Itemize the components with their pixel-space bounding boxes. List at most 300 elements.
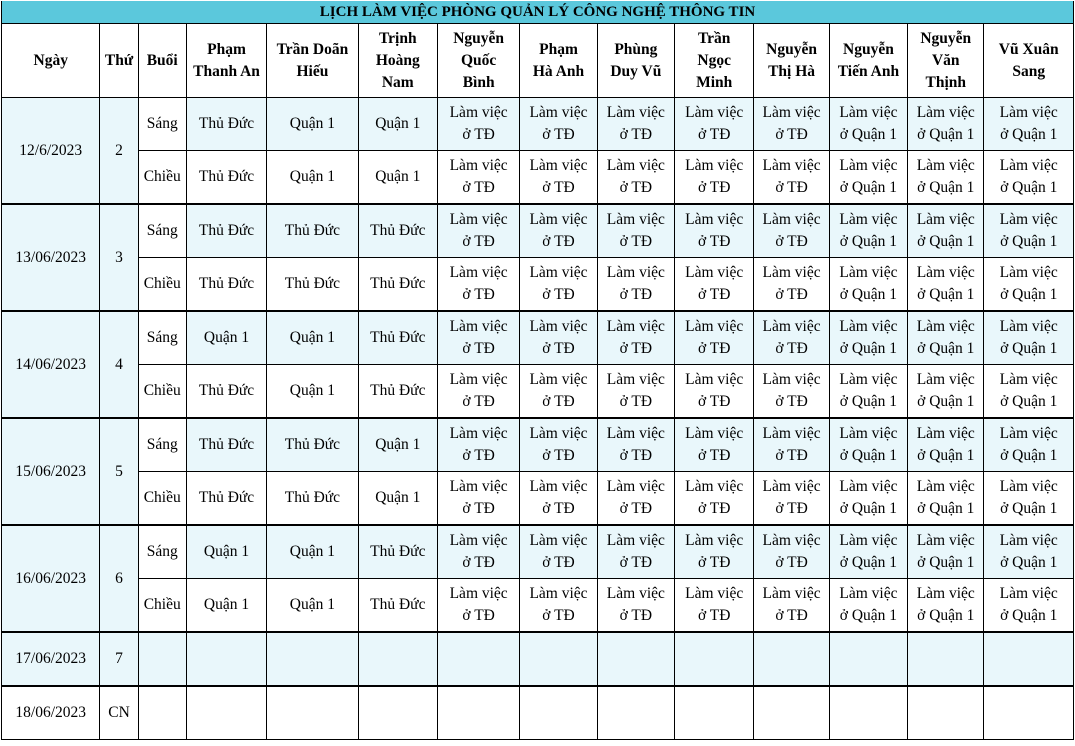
cell-text-line: Làm việc [685,211,744,228]
cell-text-line: ở TĐ [775,607,808,624]
schedule-cell [754,311,829,365]
cell-text-line: Làm việc [529,264,588,281]
col-header-person [437,24,519,98]
schedule-cell [675,365,754,419]
page-title: LỊCH LÀM VIỆC PHÒNG QUẢN LÝ CÔNG NGHỆ THÔNG TIN [2,1,1074,24]
cell-text-line: Làm việc [529,318,588,335]
date-cell: 17/06/2023 [2,632,100,686]
session-cell: Sáng [138,311,186,365]
empty-cell [186,686,266,740]
cell-text-line: Làm việc [762,264,821,281]
cell-text-line: ở TĐ [619,286,653,303]
schedule-cell [597,311,674,365]
cell-text-line: Làm việc [839,371,898,388]
cell-text-line: ở TĐ [775,340,808,357]
cell-text-line: Làm việc [606,211,665,228]
session-cell: Sáng [138,98,186,151]
cell-text-line: Văn [931,51,960,69]
empty-cell [186,632,266,686]
cell-text-line: ở TĐ [462,500,495,517]
weekday-cell: 7 [100,632,138,686]
schedule-cell [437,311,519,365]
session-cell: Sáng [138,204,186,258]
schedule-cell [908,365,984,419]
schedule-cell: Thủ Đức [267,204,358,258]
cell-text-line: Phạm [539,40,578,58]
cell-text-line: Làm việc [449,211,508,228]
cell-text-line: ở Quận 1 [917,607,975,624]
schedule-cell [984,525,1074,579]
cell-text-line: ở Quận 1 [917,340,975,357]
cell-text-line: Làm việc [685,264,744,281]
cell-text-line: Làm việc [839,585,898,602]
cell-text-line: Làm việc [449,157,508,174]
schedule-cell [908,525,984,579]
cell-text-line: ở TĐ [697,233,731,250]
cell-text-line: ở TĐ [775,393,808,410]
schedule-cell [829,258,907,312]
cell-text-line: Làm việc [999,425,1058,442]
schedule-cell [984,472,1074,526]
schedule-cell [520,151,597,205]
schedule-cell: Thủ Đức [358,525,437,579]
cell-text-line: Làm việc [685,318,744,335]
schedule-cell [520,418,597,472]
cell-text-line: ở Quận 1 [1000,340,1058,357]
cell-text-line: Hà Anh [532,62,585,80]
cell-text-line: ở Quận 1 [839,179,898,196]
cell-text-line: ở Quận 1 [1000,393,1058,410]
schedule-cell: Thủ Đức [186,472,266,526]
cell-text-line: Làm việc [762,157,821,174]
cell-text-line: ở Quận 1 [917,126,975,143]
schedule-cell: Thủ Đức [358,365,437,419]
schedule-cell: Thủ Đức [267,472,358,526]
cell-text-line: Sang [1012,62,1046,80]
cell-text-line: Nguyễn [920,29,972,47]
cell-text-line: Làm việc [999,532,1058,549]
cell-text-line: ở Quận 1 [1000,500,1058,517]
cell-text-line: Phùng [614,40,658,58]
schedule-cell: Thủ Đức [186,151,266,205]
cell-text-line: Làm việc [762,425,821,442]
schedule-cell [984,311,1074,365]
date-cell: 15/06/2023 [2,418,100,525]
schedule-cell [908,258,984,312]
date-cell: 13/06/2023 [2,204,100,311]
date-cell: 18/06/2023 [2,686,100,740]
schedule-cell: Quận 1 [186,525,266,579]
table-row [2,258,1074,312]
cell-text-line: ở Quận 1 [1000,179,1058,196]
cell-text-line: ở TĐ [542,393,575,410]
col-header-session [138,24,186,98]
cell-text-line: Làm việc [999,585,1058,602]
cell-text-line: Làm việc [449,318,508,335]
col-header-person [984,24,1074,98]
cell-text-line: Làm việc [916,157,975,174]
schedule-cell [754,151,829,205]
cell-text-line: Làm việc [916,425,975,442]
schedule-cell [754,98,829,151]
cell-text-line: Làm việc [762,104,821,121]
date-cell: 12/6/2023 [2,98,100,205]
empty-cell [908,686,984,740]
schedule-cell [675,579,754,633]
cell-text-line: ở TĐ [542,607,575,624]
cell-text-line: ở Quận 1 [917,554,975,571]
cell-text-line: ở Quận 1 [917,233,975,250]
cell-text-line: Làm việc [762,371,821,388]
schedule-cell [597,151,674,205]
cell-text-line: Làm việc [685,532,744,549]
weekday-cell: 4 [100,311,138,418]
cell-text-line: ở TĐ [542,233,575,250]
cell-text-line: Làm việc [685,104,744,121]
col-header-person [520,24,597,98]
cell-text-line: ở TĐ [462,233,495,250]
schedule-cell [908,472,984,526]
cell-text-line: ở Quận 1 [839,607,898,624]
empty-cell [597,686,674,740]
cell-text-line: Làm việc [762,478,821,495]
cell-text-line: Làm việc [449,371,508,388]
weekday-cell: 2 [100,98,138,205]
cell-text-line: Làm việc [916,478,975,495]
schedule-cell [984,258,1074,312]
table-row [2,472,1074,526]
empty-cell [358,686,437,740]
schedule-cell [597,418,674,472]
schedule-cell [829,418,907,472]
cell-text-line: ở TĐ [775,286,808,303]
schedule-cell [754,365,829,419]
schedule-cell [437,151,519,205]
table-row [2,525,1074,579]
col-header-person [358,24,437,98]
cell-text-line: Trần Doãn [276,40,349,58]
schedule-cell [520,311,597,365]
cell-text-line: Trần [697,29,731,47]
schedule-cell [675,151,754,205]
cell-text-line: Làm việc [606,425,665,442]
empty-cell [829,632,907,686]
schedule-cell: Thủ Đức [186,418,266,472]
cell-text-line: Làm việc [685,371,744,388]
schedule-cell: Thủ Đức [186,204,266,258]
schedule-cell [437,472,519,526]
schedule-cell [829,365,907,419]
schedule-cell [754,579,829,633]
cell-text-line: ở TĐ [619,233,653,250]
cell-text-line: Hiếu [296,62,329,80]
cell-text-line: ở TĐ [619,447,653,464]
table-row [2,632,1074,686]
cell-text-line: Làm việc [916,585,975,602]
session-cell: Chiều [138,151,186,205]
empty-cell [754,686,829,740]
schedule-cell [437,98,519,151]
schedule-cell [520,204,597,258]
cell-text-line: Trịnh [378,29,417,47]
schedule-cell: Quận 1 [267,365,358,419]
cell-text-line: Làm việc [685,425,744,442]
schedule-cell: Thủ Đức [358,258,437,312]
header-row [2,24,1074,98]
schedule-cell [437,418,519,472]
cell-text-line: ở TĐ [542,286,575,303]
cell-text-line: ở TĐ [619,554,653,571]
schedule-cell [908,204,984,258]
schedule-cell [597,204,674,258]
cell-text-line: ở TĐ [462,554,495,571]
cell-text-line: Làm việc [529,104,588,121]
cell-text-line: Làm việc [606,371,665,388]
cell-text-line: ở TĐ [619,393,653,410]
schedule-cell [908,418,984,472]
cell-text-line: ở Quận 1 [839,233,898,250]
cell-text-line: Làm việc [839,478,898,495]
cell-text-line: ở TĐ [697,340,731,357]
schedule-cell [984,151,1074,205]
schedule-cell [437,365,519,419]
empty-cell [675,686,754,740]
cell-text-line: ở TĐ [462,286,495,303]
cell-text-line: Quốc [461,51,497,69]
schedule-cell [675,258,754,312]
cell-text-line: ở Quận 1 [1000,554,1058,571]
schedule-cell [754,472,829,526]
cell-text-line: ở TĐ [542,340,575,357]
cell-text-line: Làm việc [606,532,665,549]
cell-text-line: Làm việc [839,157,898,174]
cell-text-line: Làm việc [606,478,665,495]
cell-text-line: Phạm [207,40,246,58]
cell-text-line: ở Quận 1 [1000,286,1058,303]
cell-text-line: Làm việc [839,264,898,281]
schedule-cell [437,258,519,312]
col-header-weekday [100,24,138,98]
cell-text-line: Làm việc [449,425,508,442]
cell-text-line: ở Quận 1 [1000,233,1058,250]
schedule-cell: Thủ Đức [358,311,437,365]
cell-text-line: Làm việc [999,371,1058,388]
cell-text-line: Thanh An [193,62,260,80]
schedule-cell [754,258,829,312]
schedule-cell: Quận 1 [267,311,358,365]
cell-text-line: ở TĐ [462,179,495,196]
session-cell: Sáng [138,525,186,579]
table-row [2,579,1074,633]
col-header-date [2,24,100,98]
cell-text-line: Làm việc [999,104,1058,121]
cell-text-line: Tiến Anh [837,62,900,80]
schedule-cell [597,525,674,579]
cell-text-line: ở TĐ [697,607,731,624]
cell-text-line: ở TĐ [462,340,495,357]
cell-text-line: Làm việc [916,318,975,335]
session-cell: Chiều [138,579,186,633]
cell-text-line: ở Quận 1 [917,500,975,517]
cell-text-line: ở TĐ [542,126,575,143]
cell-text-line: Làm việc [449,264,508,281]
schedule-cell: Quận 1 [267,525,358,579]
schedule-cell [675,204,754,258]
cell-text-line: ở TĐ [462,447,495,464]
schedule-cell [437,525,519,579]
cell-text-line: Làm việc [839,425,898,442]
table-row [2,204,1074,258]
cell-text-line: ở TĐ [462,393,495,410]
schedule-cell [908,151,984,205]
empty-cell [437,686,519,740]
schedule-cell [520,98,597,151]
cell-text-line: ở TĐ [619,340,653,357]
date-cell: 14/06/2023 [2,311,100,418]
cell-text-line: ở TĐ [619,500,653,517]
cell-text-line: ở Quận 1 [917,179,975,196]
schedule-cell: Thủ Đức [186,258,266,312]
table-row [2,151,1074,205]
cell-text-line: Làm việc [529,157,588,174]
cell-text-line: ở TĐ [462,607,495,624]
cell-text-line: ở TĐ [775,233,808,250]
cell-text-line: ở Quận 1 [1000,607,1058,624]
cell-text-line: Buổi [146,51,178,69]
cell-text-line: ở Quận 1 [839,500,898,517]
cell-text-line: ở TĐ [775,554,808,571]
schedule-cell [754,418,829,472]
schedule-cell [597,98,674,151]
cell-text-line: Làm việc [685,157,744,174]
session-cell: Chiều [138,365,186,419]
table-row [2,311,1074,365]
cell-text-line: ở Quận 1 [917,286,975,303]
empty-cell [520,686,597,740]
cell-text-line: ở TĐ [775,126,808,143]
cell-text-line: Làm việc [449,104,508,121]
schedule-cell [829,472,907,526]
cell-text-line: Làm việc [529,425,588,442]
schedule-cell [520,525,597,579]
cell-text-line: ở Quận 1 [839,340,898,357]
empty-cell [675,632,754,686]
cell-text-line: Làm việc [839,532,898,549]
cell-text-line: Làm việc [999,478,1058,495]
schedule-cell: Thủ Đức [186,365,266,419]
schedule-cell [829,579,907,633]
schedule-cell [597,472,674,526]
schedule-cell [829,525,907,579]
cell-text-line: Làm việc [529,211,588,228]
cell-text-line: Làm việc [916,371,975,388]
cell-text-line: ở Quận 1 [839,126,898,143]
weekday-cell: 5 [100,418,138,525]
empty-cell [138,632,186,686]
cell-text-line: Làm việc [449,532,508,549]
cell-text-line: Làm việc [999,318,1058,335]
cell-text-line: Thứ [104,51,134,69]
cell-text-line: Làm việc [999,157,1058,174]
cell-text-line: Làm việc [916,211,975,228]
cell-text-line: Nam [381,73,414,91]
schedule-cell [437,579,519,633]
cell-text-line: ở TĐ [775,500,808,517]
empty-cell [754,632,829,686]
empty-cell [267,686,358,740]
schedule-cell [675,98,754,151]
schedule-cell [908,311,984,365]
cell-text-line: Làm việc [529,532,588,549]
empty-cell [138,686,186,740]
cell-text-line: ở Quận 1 [839,447,898,464]
cell-text-line: ở TĐ [619,179,653,196]
schedule-cell [984,98,1074,151]
cell-text-line: Làm việc [529,585,588,602]
cell-text-line: ở TĐ [697,179,731,196]
col-header-person [829,24,907,98]
cell-text-line: ở Quận 1 [917,393,975,410]
cell-text-line: ở Quận 1 [839,393,898,410]
schedule-cell: Quận 1 [358,418,437,472]
session-cell: Chiều [138,258,186,312]
table-row [2,98,1074,151]
cell-text-line: Làm việc [762,532,821,549]
cell-text-line: ở TĐ [619,126,653,143]
schedule-table [1,1,1074,740]
cell-text-line: Vũ Xuân [998,40,1059,58]
weekday-cell: 6 [100,525,138,632]
empty-cell [984,686,1074,740]
col-header-person [908,24,984,98]
col-header-person [754,24,829,98]
cell-text-line: Làm việc [762,211,821,228]
schedule-cell [675,525,754,579]
col-header-person [267,24,358,98]
cell-text-line: Nguyễn [843,40,894,58]
schedule-cell: Quận 1 [358,151,437,205]
schedule-cell [520,472,597,526]
schedule-cell [520,258,597,312]
schedule-cell [597,365,674,419]
table-row [2,686,1074,740]
schedule-cell [754,204,829,258]
schedule-cell [520,579,597,633]
schedule-cell [675,418,754,472]
cell-text-line: Nguyễn [453,29,505,47]
cell-text-line: Làm việc [839,104,898,121]
cell-text-line: Làm việc [762,318,821,335]
schedule-cell [520,365,597,419]
cell-text-line: Làm việc [606,585,665,602]
schedule-cell [597,258,674,312]
schedule-cell: Quận 1 [186,311,266,365]
cell-text-line: ở TĐ [775,447,808,464]
schedule-cell: Quận 1 [358,98,437,151]
empty-cell [358,632,437,686]
cell-text-line: ở TĐ [697,554,731,571]
schedule-cell [597,579,674,633]
cell-text-line: Nguyễn [766,40,817,58]
col-header-person [186,24,266,98]
cell-text-line: Làm việc [916,104,975,121]
empty-cell [908,632,984,686]
cell-text-line: Bình [462,73,495,91]
schedule-cell: Thủ Đức [267,418,358,472]
cell-text-line: Làm việc [606,264,665,281]
date-cell: 16/06/2023 [2,525,100,632]
empty-cell [437,632,519,686]
